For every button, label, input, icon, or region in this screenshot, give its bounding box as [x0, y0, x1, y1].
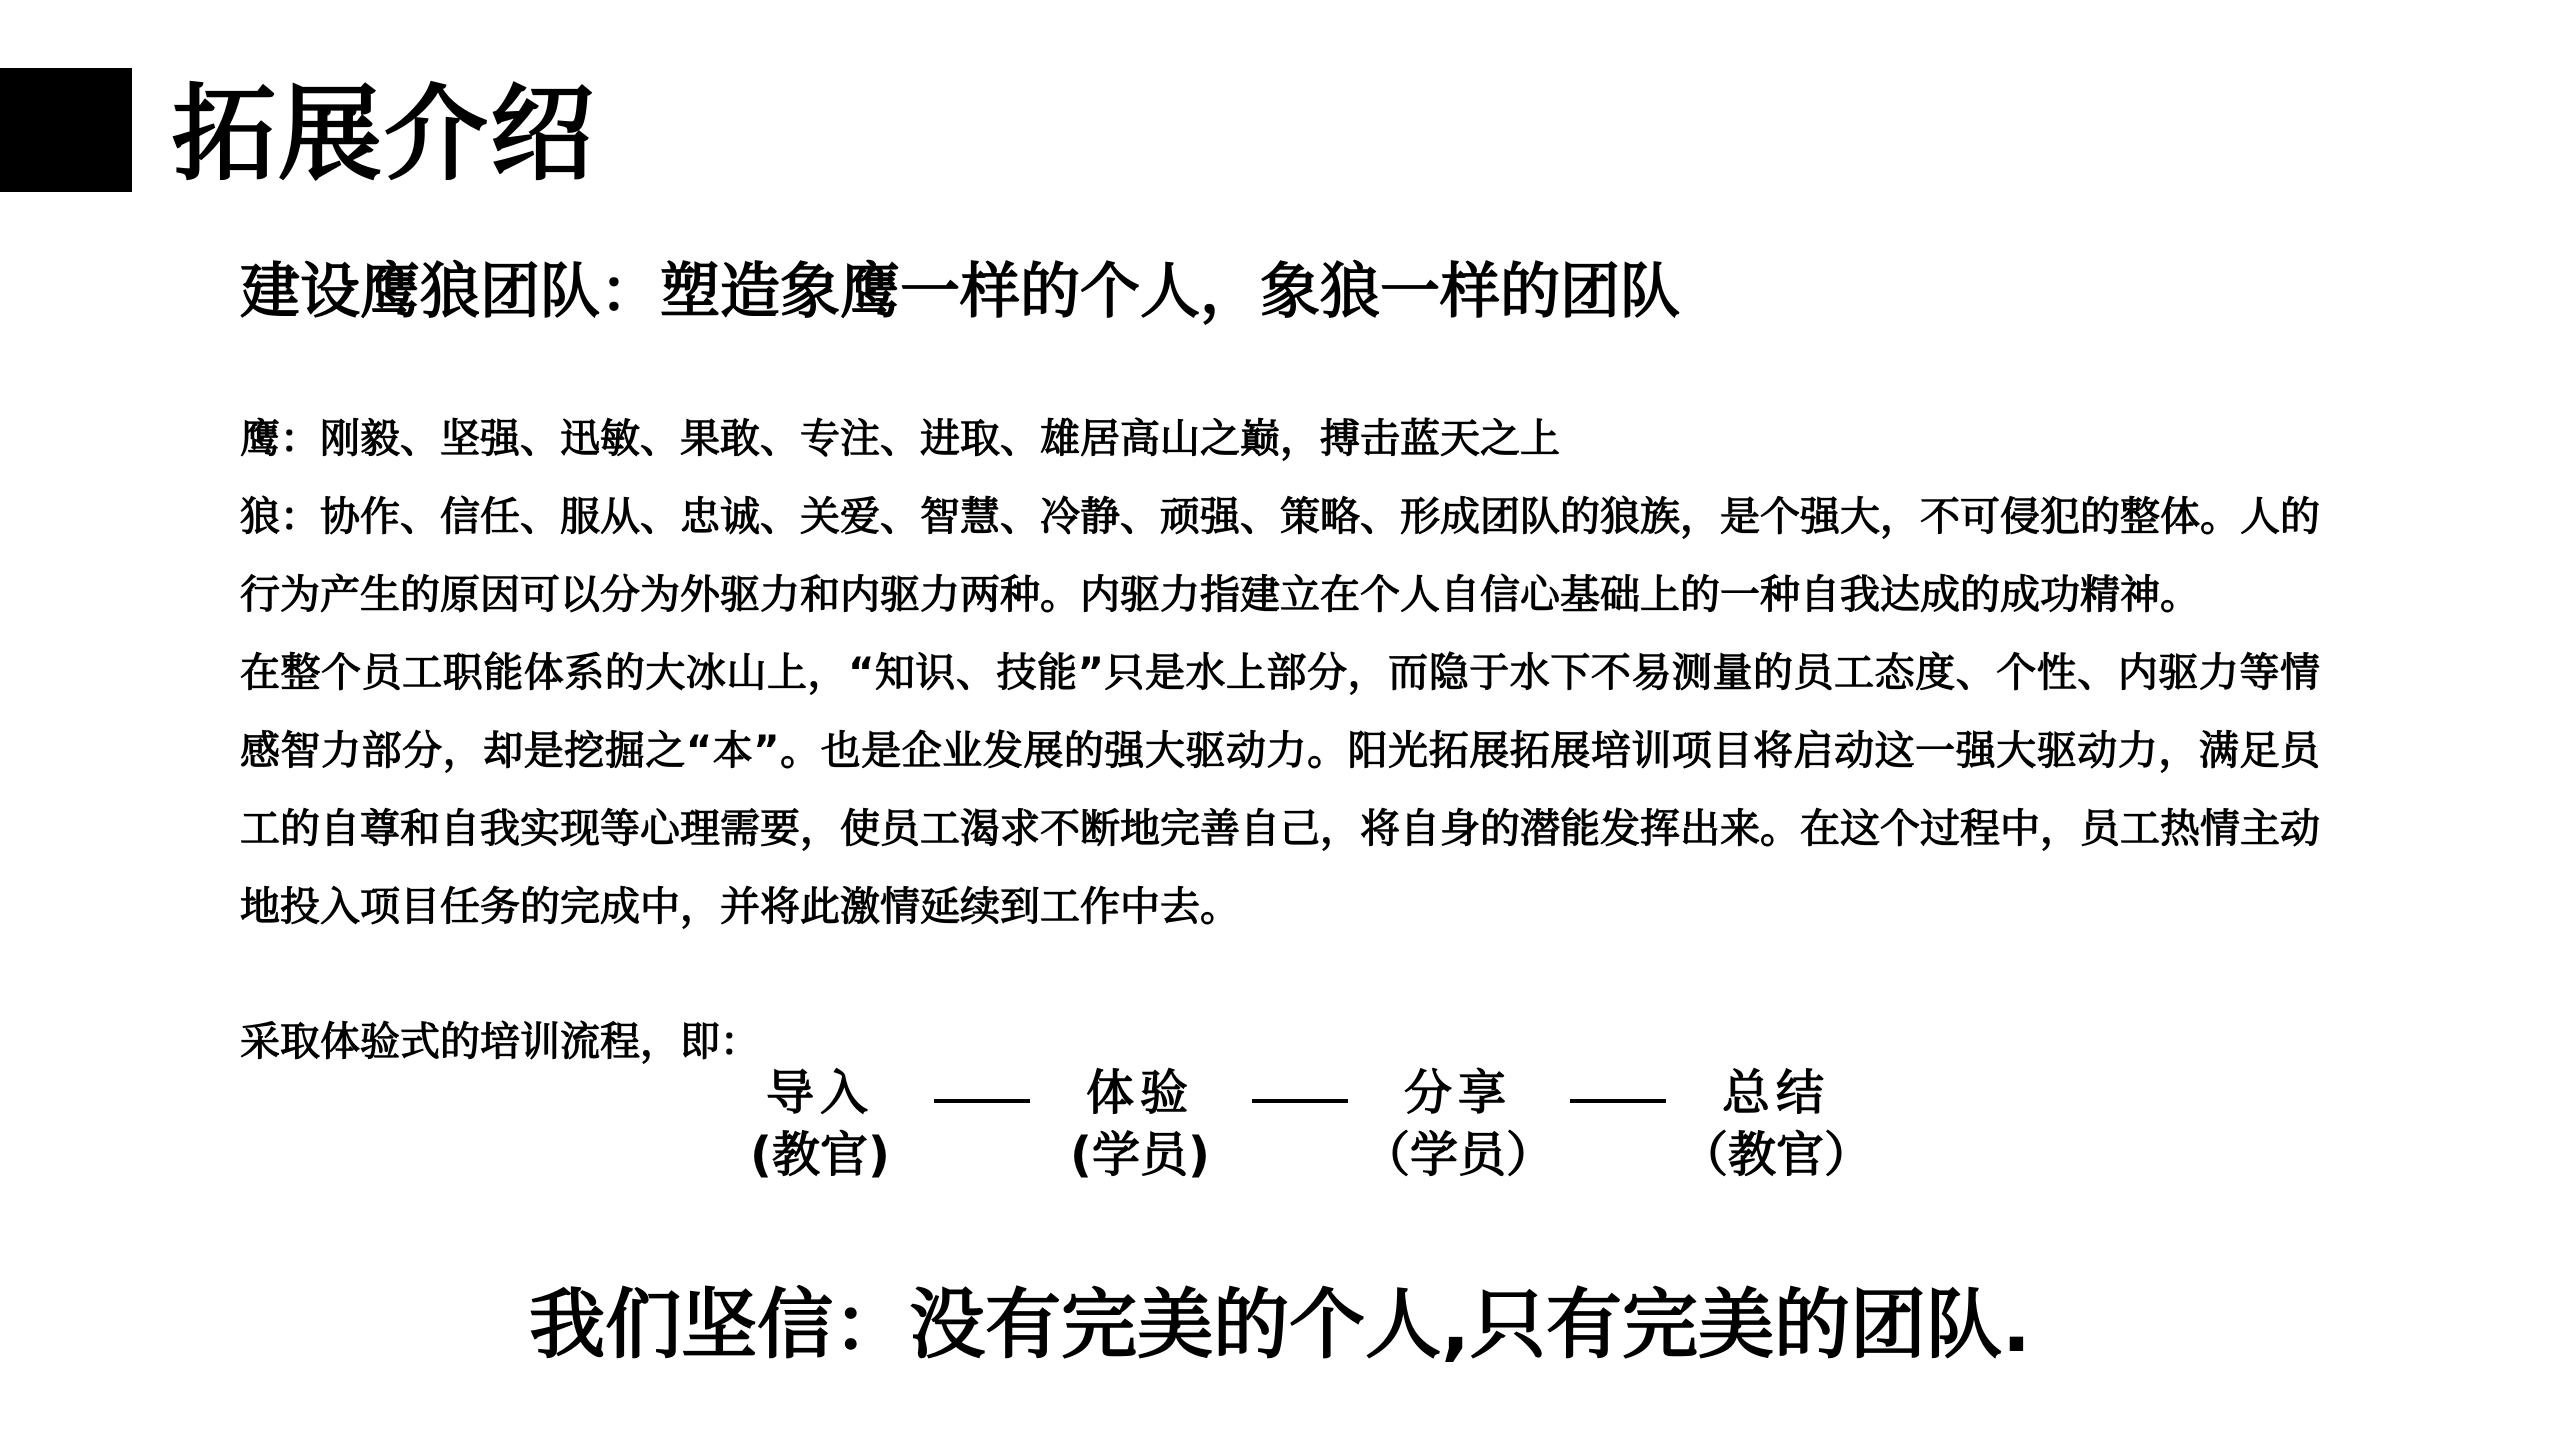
flow-connector-dash	[1570, 1099, 1666, 1103]
flow-step-role: (学员)	[1070, 1127, 1210, 1183]
flow-connector-dash	[934, 1099, 1030, 1103]
flow-step-role: (教官)	[750, 1127, 890, 1183]
flow-step-experience	[1020, 1062, 1260, 1186]
flow-step-name: 分享	[1403, 1065, 1512, 1121]
flow-step-intro	[700, 1062, 940, 1186]
flow-step-role: （学员）	[1361, 1127, 1554, 1183]
flow-step-summary	[1656, 1062, 1896, 1186]
flow-step-name: 总结	[1721, 1065, 1830, 1121]
paragraph-iceberg: 在整个员工职能体系的大冰山上，“知识、技能”只是水上部分，而隐于水下不易测量的员工态度、个性、内驱力等情感智力部分，却是挖掘之“本”。也是企业发展的强大驱动力。阳光拓展拓展培训项目将启动这一强大驱动力，满足员工的自尊和自我实现等心理需要，使员工渴求不断地完善自己，将自身的潜能发挥出来。在这个过程中，员工热情主动地投入项目任务的完成中，并将此激情延续到工作中去。	[240, 650, 2320, 930]
flow-step-share	[1338, 1062, 1578, 1186]
subtitle: 建设鹰狼团队：塑造象鹰一样的个人，象狼一样的团队	[240, 257, 1680, 327]
page-title: 拓展介绍	[172, 73, 597, 195]
title-marker-block	[0, 68, 132, 192]
flow-step-name: 体验	[1085, 1065, 1194, 1121]
flow-step-name: 导入	[765, 1065, 874, 1121]
motto: 我们坚信：没有完美的个人,只有完美的团队.	[529, 1280, 2031, 1369]
paragraph-eagle: 鹰：刚毅、坚强、迅敏、果敢、专注、进取、雄居高山之巅，搏击蓝天之上	[240, 416, 1560, 462]
body-text	[240, 400, 2320, 946]
paragraph-wolf: 狼：协作、信任、服从、忠诚、关爱、智慧、冷静、顽强、策略、形成团队的狼族，是个强大，不可侵犯的整体。人的行为产生的原因可以分为外驱力和内驱力两种。内驱力指建立在个人自信心基础上的一种自我达成的成功精神。	[240, 494, 2320, 618]
process-intro: 采取体验式的培训流程，即：	[240, 1019, 760, 1065]
flow-step-role: （教官）	[1679, 1127, 1872, 1183]
flow-connector-dash	[1252, 1099, 1348, 1103]
training-flow	[0, 1062, 2560, 1202]
